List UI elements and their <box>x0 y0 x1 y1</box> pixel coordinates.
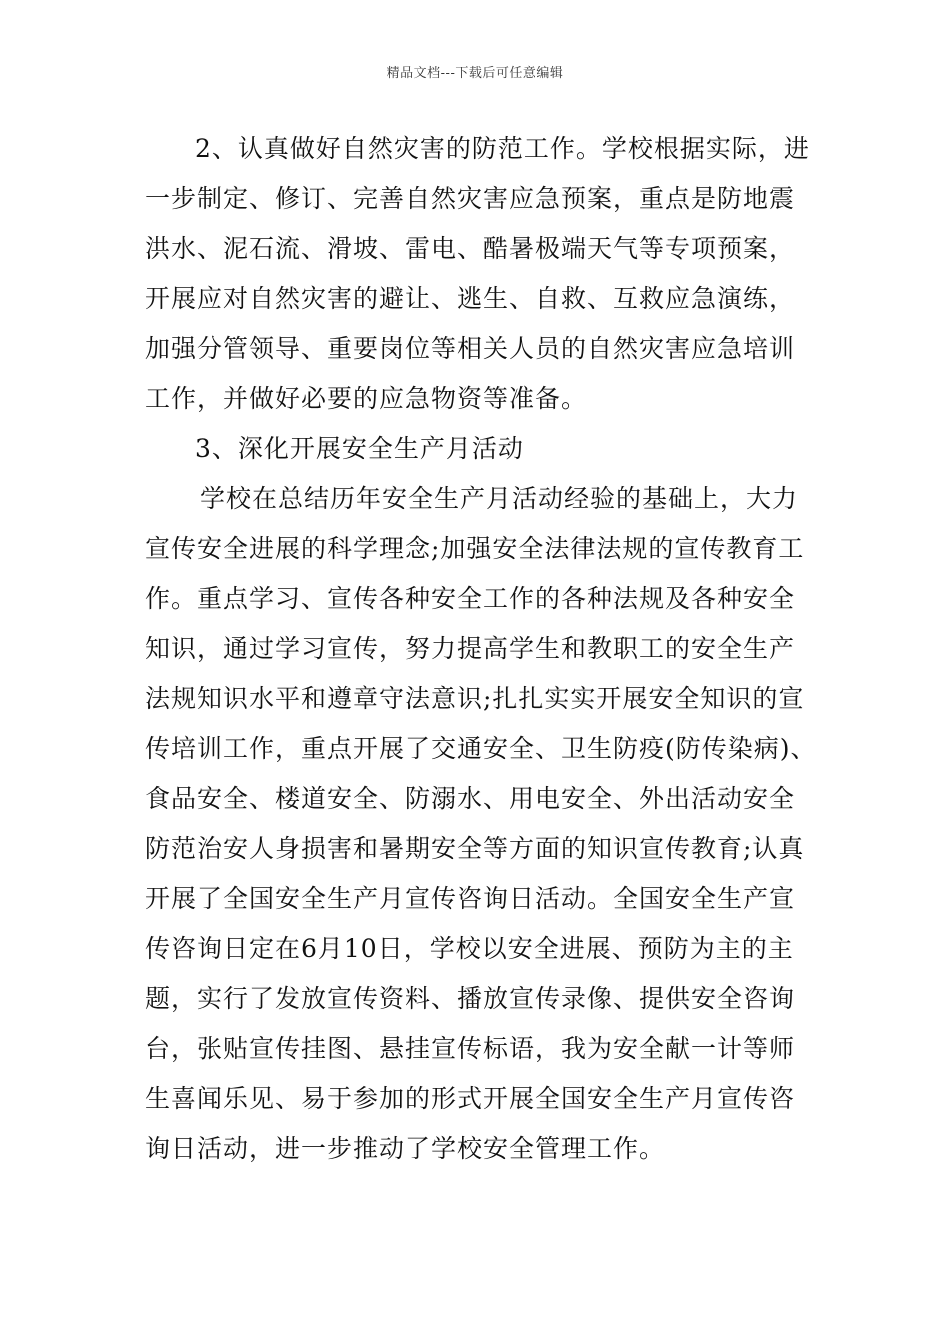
paragraph-line: 开展应对自然灾害的避让、逃生、自救、互救应急演练， <box>145 284 796 313</box>
paragraph-line: 宣传安全进展的科学理念;加强安全法律法规的宣传教育工 <box>145 534 805 563</box>
paragraph-line: 法规知识水平和遵章守法意识;扎扎实实开展安全知识的宣 <box>145 684 805 713</box>
paragraph-line: 学校在总结历年安全生产月活动经验的基础上，大力 <box>200 484 799 513</box>
paragraph-line: 洪水、泥石流、滑坡、雷电、酷暑极端天气等专项预案， <box>145 234 796 263</box>
paragraph-line: 传咨询日定在6月10日，学校以安全进展、预防为主的主 <box>145 934 794 963</box>
paragraph-line: 知识，通过学习宣传，努力提高学生和教职工的安全生产 <box>145 634 796 663</box>
paragraph-line: 一步制定、修订、完善自然灾害应急预案，重点是防地震 <box>145 184 796 213</box>
paragraph-line: 工作，并做好必要的应急物资等准备。 <box>145 384 588 413</box>
paragraph-line: 2、认真做好自然灾害的防范工作。学校根据实际，进 <box>195 134 810 163</box>
paragraph-line: 加强分管领导、重要岗位等相关人员的自然灾害应急培训 <box>145 334 796 363</box>
paragraph-line: 防范治安人身损害和暑期安全等方面的知识宣传教育;认真 <box>145 834 805 863</box>
paragraph-line: 台，张贴宣传挂图、悬挂宣传标语，我为安全献一计等师 <box>145 1034 796 1063</box>
paragraph-line: 食品安全、楼道安全、防溺水、用电安全、外出活动安全 <box>145 784 796 813</box>
paragraph-line: 开展了全国安全生产月宣传咨询日活动。全国安全生产宣 <box>145 884 796 913</box>
page-header: 精品文档---下载后可任意编辑 <box>386 66 564 81</box>
paragraph-line: 生喜闻乐见、易于参加的形式开展全国安全生产月宣传咨 <box>145 1084 796 1113</box>
paragraph-line: 题，实行了发放宣传资料、播放宣传录像、提供安全咨询 <box>145 984 796 1013</box>
section-heading: 3、深化开展安全生产月活动 <box>195 434 524 463</box>
paragraph-line: 传培训工作，重点开展了交通安全、卫生防疫(防传染病)、 <box>145 734 817 763</box>
paragraph-line: 作。重点学习、宣传各种安全工作的各种法规及各种安全 <box>145 584 796 613</box>
paragraph-line: 询日活动，进一步推动了学校安全管理工作。 <box>145 1134 666 1163</box>
